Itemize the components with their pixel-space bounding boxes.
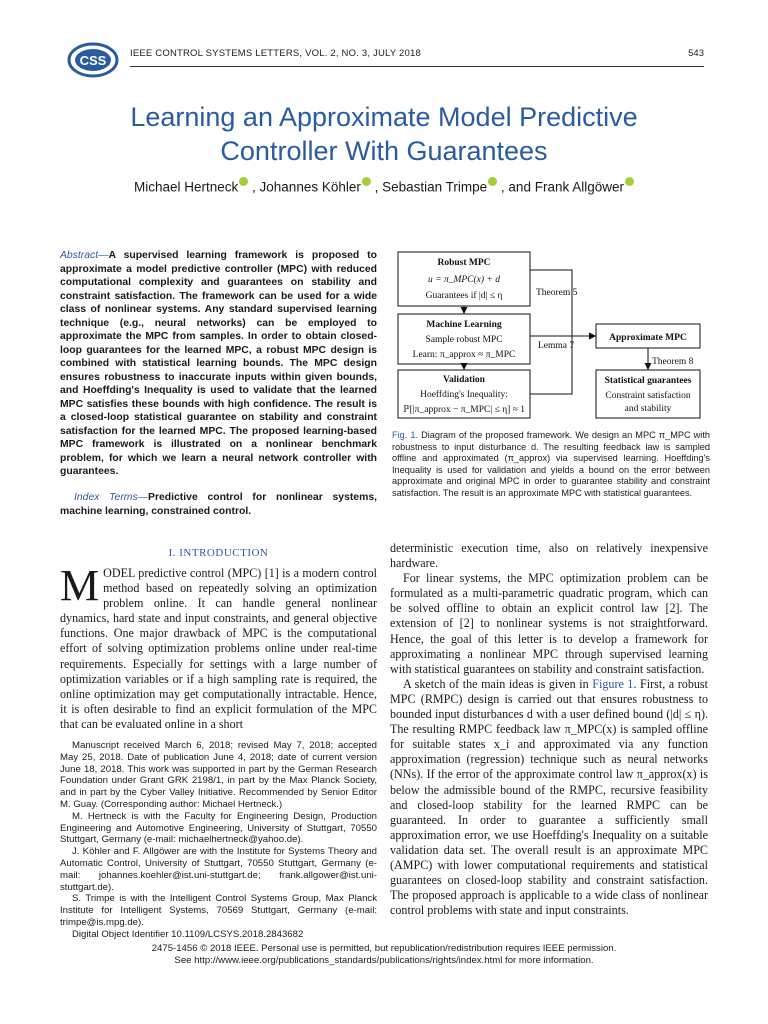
framework-diagram bbox=[392, 248, 712, 424]
arrow-theorem5 bbox=[530, 270, 595, 336]
author-4: , and Frank Allgöwer bbox=[497, 179, 624, 195]
author-list bbox=[60, 177, 708, 195]
author-3: , Sebastian Trimpe bbox=[370, 179, 488, 195]
box-validation-line1: Hoeffding's Inequality: bbox=[420, 390, 508, 400]
box-statistical-guarantees-line1: Constraint satisfaction bbox=[605, 391, 691, 401]
paper-title bbox=[60, 100, 708, 168]
title-line-2: Controller With Guarantees bbox=[220, 136, 548, 166]
index-terms bbox=[60, 491, 377, 518]
abstract bbox=[60, 249, 377, 479]
label-lemma7: Lemma 7 bbox=[538, 341, 575, 351]
figure-caption-label[interactable]: Fig. 1. bbox=[392, 430, 419, 440]
title-line-1: Learning an Approximate Model Predictive bbox=[130, 102, 638, 132]
intro-left-column bbox=[60, 561, 377, 732]
header-rule bbox=[130, 66, 704, 67]
intro-right-column bbox=[390, 541, 708, 918]
footnote-manuscript: Manuscript received March 6, 2018; revised May 7, 2018; accepted May 25, 2018. Date of publication June 4, 2018; date of current version June 18, 2018. This work was supported in part by the German Research Foundation under Grant GRK 2198/1, in part by the Max Planck Society, and in part by the Cyber Valley Initiative. Recommended by Senior Editor M. Guay. (Corresponding author: Michael Hertneck.) bbox=[60, 740, 377, 810]
box-statistical-guarantees-line2: and stability bbox=[624, 404, 672, 414]
author-1: Michael Hertneck bbox=[133, 179, 239, 195]
drop-cap: M bbox=[60, 561, 100, 610]
box-validation-title: Validation bbox=[443, 375, 485, 385]
index-terms-label: Index Terms— bbox=[74, 492, 149, 503]
box-robust-mpc-eq: u = π_MPC(x) + d bbox=[428, 275, 500, 285]
paragraph-text: A sketch of the main ideas is given in bbox=[403, 676, 593, 691]
footnote-trimpe: S. Trimpe is with the Intelligent Control Systems Group, Max Planck Institute for Intelligent Systems, 70569 Stuttgart, Germany (e-mail: trimpe@is.mpg.de). bbox=[60, 893, 377, 928]
abstract-label: Abstract— bbox=[60, 250, 109, 261]
box-validation-line2: ℙ[|π_approx − π_MPC| ≤ η] ≈ 1 bbox=[402, 405, 526, 415]
footnotes bbox=[60, 740, 377, 941]
paragraph-text: . First, a robust MPC (RMPC) design is carried out that ensures robustness to bounded input disturbances d with a user defined bound (|d| ≤ η). The resulting RMPC feedback law π_MPC(x) is sampled offline for suitable states x_i and approximated via any function approximation (regression) technique such as neural networks (NNs). If the error of the approximate control law π_approx(x) is below the admissible bound of the RMPC, recursive feasibility and closed-loop stability for the learned RMPC can be guaranteed. In order to guarantee a sufficiently small approximation error, we use Hoeffding's Inequality on a suitable validation data set. The overall result is an approximate MPC (AMPC) with lower computational requirements and statistical guarantees on closed-loop stability and constraint satisfaction. The proposed approach is applicable to a wide class of nonlinear control problems with state and input constraints. bbox=[390, 676, 708, 918]
box-statistical-guarantees-title: Statistical guarantees bbox=[604, 376, 692, 386]
author-2: , Johannes Köhler bbox=[248, 179, 361, 195]
section-heading: I. INTRODUCTION bbox=[168, 547, 269, 559]
copyright-line-1: 2475-1456 © 2018 IEEE. Personal use is permitted, but republication/redistribution requires IEEE permission. bbox=[151, 943, 617, 954]
paragraph bbox=[390, 677, 708, 919]
box-robust-mpc-line2: Guarantees if |d| ≤ η bbox=[425, 291, 503, 301]
footnote-hertneck: M. Hertneck is with the Faculty for Engineering Design, Production Engineering and Automotive Engineering, University of Stuttgart, 70550 Stuttgart, Germany (e-mail: michaelhertneck@yahoo.de). bbox=[60, 810, 377, 846]
copyright-line-2: See http://www.ieee.org/publications_standards/publications/rights/index.html for more information. bbox=[174, 955, 594, 966]
label-theorem8: Theorem 8 bbox=[652, 357, 694, 367]
figure-caption-text: Diagram of the proposed framework. We design an MPC π_MPC with robustness to input disturbance d. The resulting feedback law is sampled offline and approximated (π_approx) via supervised learning. Hoeffding's Inequality is used for validation and yields a bound on the error between approximate and original MPC in order to guarantee stability and constraint satisfaction. The result is an approximate MPC with statistical guarantees. bbox=[392, 430, 711, 498]
orcid-icon[interactable] bbox=[488, 177, 497, 186]
box-machine-learning-title: Machine Learning bbox=[426, 320, 502, 330]
box-robust-mpc-title: Robust MPC bbox=[437, 258, 491, 268]
label-theorem5: Theorem 5 bbox=[536, 288, 578, 298]
box-machine-learning-line2: Learn: π_approx ≈ π_MPC bbox=[412, 350, 516, 360]
orcid-icon[interactable] bbox=[625, 177, 634, 186]
paragraph: deterministic execution time, also on relatively inexpensive hardware. bbox=[390, 541, 708, 571]
intro-left-text: ODEL predictive control (MPC) [1] is a modern control method based on repeatedly solving an optimization problem online. It can handle general nonlinear dynamics, hard state and input constraints, and general objective functions. One major drawback of MPC is the computational effort of solving optimization problems online under real-time requirements. Especially for settings with a large number of optimization variables or if a high sampling rate is required, the online optimization may get computationally intractable. Hence, it is often desirable to find an explicit formulation of the MPC that can be evaluated online in a short bbox=[60, 566, 377, 731]
box-approximate-mpc-title: Approximate MPC bbox=[609, 333, 687, 343]
footnote-doi: Digital Object Identifier 10.1109/LCSYS.2018.2843682 bbox=[72, 928, 304, 940]
box-machine-learning-line1: Sample robust MPC bbox=[425, 335, 503, 345]
orcid-icon[interactable] bbox=[239, 177, 248, 186]
page-number: 543 bbox=[688, 48, 704, 59]
figure-caption bbox=[392, 430, 710, 500]
orcid-icon[interactable] bbox=[362, 177, 371, 186]
footnote-kohler-allgower: J. Köhler and F. Allgöwer are with the Institute for Systems Theory and Automatic Control, University of Stuttgart, 70550 Stuttgart, Germany (e-mail: johannes.koehler@ist.uni-stuttgart.de; frank.allgower@ist.uni-stuttgart.de). bbox=[60, 846, 377, 893]
logo-text: CSS bbox=[79, 53, 107, 68]
figure-1-link[interactable]: Figure 1 bbox=[592, 676, 634, 691]
abstract-text: A supervised learning framework is proposed to approximate a model predictive controller (MPC) with reduced computational complexity and guarantees on stability and constraint satisfaction. The framework can be used for a wide class of nonlinear systems. Any standard supervised learning technique (e.g., neural networks) can be employed to approximate the MPC from samples. In order to obtain closed-loop guarantees for the learned MPC, a robust MPC design is combined with statistical learning bounds. The MPC design ensures robustness to inaccurate inputs within given bounds, and Hoeffding's Inequality is used to validate that the learned MPC satisfies these bounds with high confidence. The result is a closed-loop statistical guarantee on stability and constraint satisfaction for the learned MPC. The proposed learning-based MPC framework is illustrated on a nonlinear benchmark problem, for which we learn a neural network controller with guarantees. bbox=[60, 250, 377, 477]
copyright-notice bbox=[0, 943, 768, 967]
paragraph: For linear systems, the MPC optimization problem can be formulated as a multi-parametric quadratic program, which can be solved offline to obtain an explicit control law [2]. The extension of [2] to nonlinear systems is not straightforward. Hence, the goal of this letter is to develop a framework for approximating a nonlinear MPC through supervised learning with statistical guarantees on stability and constraint satisfaction. bbox=[390, 571, 708, 676]
journal-header: IEEE CONTROL SYSTEMS LETTERS, VOL. 2, NO. 3, JULY 2018 bbox=[130, 48, 421, 59]
css-logo bbox=[66, 40, 120, 80]
index-terms-text: Predictive control for nonlinear systems, machine learning, constrained control. bbox=[60, 492, 377, 517]
